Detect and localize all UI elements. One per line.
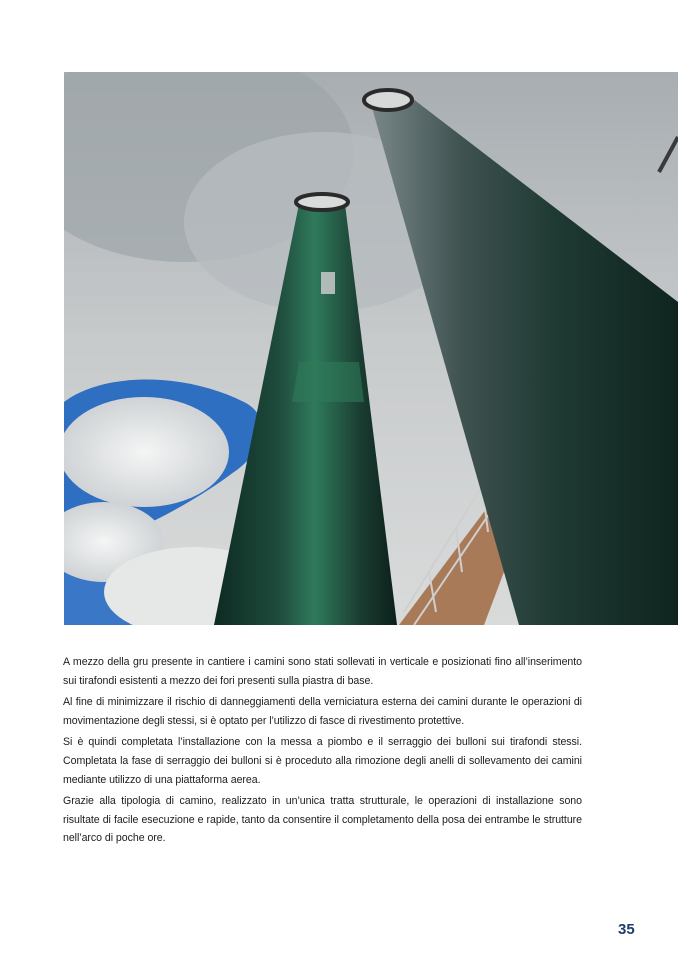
chimneys-photo [64,72,678,625]
paragraph-3: Si è quindi completata l’installazione con la messa a piombo e il serraggio dei bulloni sui tirafondi stessi. Completata la fase di serraggio dei bulloni si è proceduto alla rimozione degli anelli di sollevamento dei camini mediante utilizzo di una piattaforma aerea. [63,736,582,786]
paragraph-4: Grazie alla tipologia di camino, realizzato in un’unica tratta strutturale, le operazioni di installazione sono risultate di facile esecuzione e rapide, tanto da consentire il completamento della posa dei entrambe le strutture nell’arco di poche ore. [63,795,582,845]
paragraph-1: A mezzo della gru presente in cantiere i camini sono stati sollevati in verticale e posizionati fino all’inserimento sui tirafondi esistenti a mezzo dei fori presenti sulla piastra di base. [63,656,582,687]
paragraph-2: Al fine di minimizzare il rischio di danneggiamenti della verniciatura esterna dei camini durante le operazioni di movimentazione degli stessi, si è optato per l’utilizzo di fasce di rivestimento protettive. [63,696,582,727]
body-text [63,653,582,851]
page-number: 35 [618,921,635,938]
